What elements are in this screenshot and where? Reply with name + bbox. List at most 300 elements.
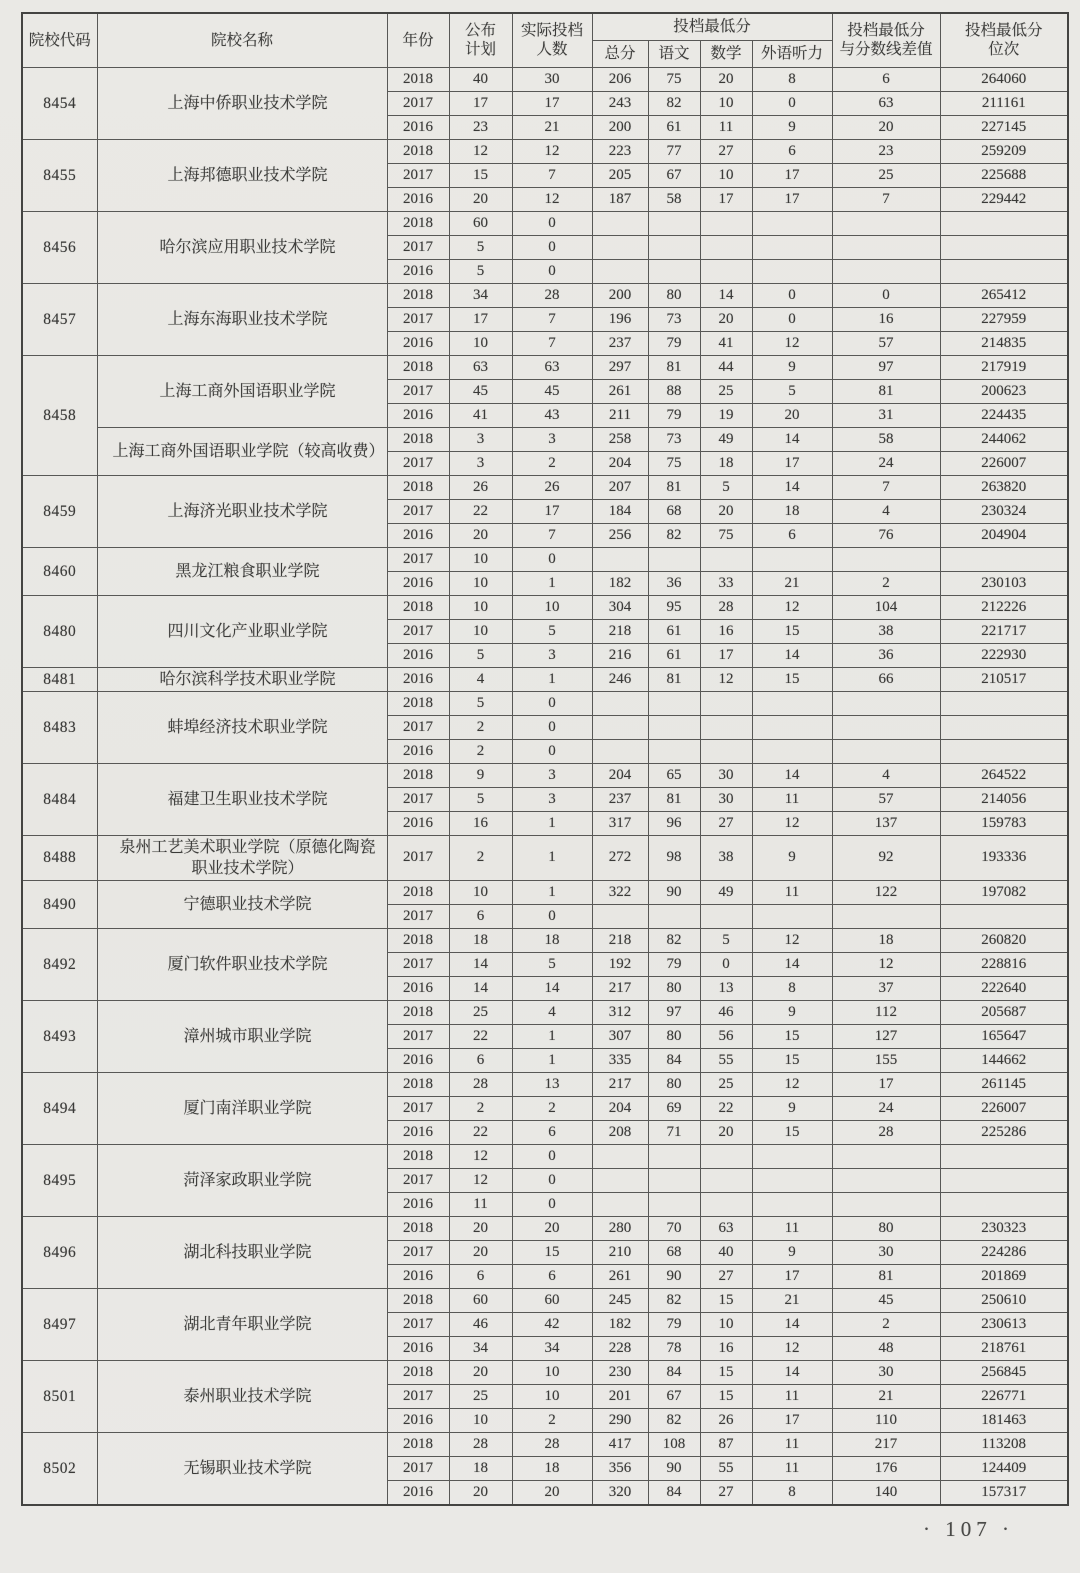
table-row [22,763,1068,787]
score-listening-cell: 11 [752,1384,832,1408]
rank-cell: 165647 [940,1024,1068,1048]
year-cell: 2017 [387,235,449,259]
rank-cell: 230324 [940,499,1068,523]
actual-cell: 20 [512,1216,592,1240]
rank-cell: 230613 [940,1312,1068,1336]
diff-cell: 21 [832,1384,940,1408]
actual-cell: 26 [512,475,592,499]
actual-cell: 0 [512,211,592,235]
rank-cell: 217919 [940,355,1068,379]
score-total-cell [592,211,648,235]
score-listening-cell: 15 [752,667,832,691]
actual-cell: 5 [512,619,592,643]
college-code-cell: 8481 [22,667,97,691]
rank-cell: 260820 [940,928,1068,952]
year-cell: 2017 [387,1240,449,1264]
year-cell: 2016 [387,259,449,283]
table-row [22,1432,1068,1456]
score-math-cell: 11 [700,115,752,139]
rank-cell: 200623 [940,379,1068,403]
year-cell: 2018 [387,1072,449,1096]
plan-cell: 5 [449,787,512,811]
plan-cell: 20 [449,523,512,547]
score-total-cell: 204 [592,451,648,475]
score-listening-cell: 18 [752,499,832,523]
plan-cell: 40 [449,67,512,91]
score-math-cell [700,1192,752,1216]
rank-cell: 230323 [940,1216,1068,1240]
rank-cell: 225286 [940,1120,1068,1144]
actual-cell: 0 [512,904,592,928]
header-score-total: 总分 [592,40,648,67]
score-math-cell [700,715,752,739]
diff-cell: 30 [832,1240,940,1264]
score-total-cell: 237 [592,787,648,811]
plan-cell: 26 [449,475,512,499]
score-math-cell: 5 [700,928,752,952]
college-name-cell: 漳州城市职业学院 [97,1000,387,1072]
plan-cell: 63 [449,355,512,379]
score-listening-cell: 12 [752,1336,832,1360]
table-row [22,547,1068,571]
score-listening-cell: 11 [752,1432,832,1456]
college-name-cell: 哈尔滨科学技术职业学院 [97,667,387,691]
score-total-cell: 335 [592,1048,648,1072]
rank-cell: 218761 [940,1336,1068,1360]
score-listening-cell: 14 [752,952,832,976]
diff-cell [832,547,940,571]
header-score-diff [832,13,940,67]
score-listening-cell: 9 [752,835,832,880]
year-cell: 2018 [387,928,449,952]
score-chinese-cell: 79 [648,331,700,355]
table-row [22,67,1068,91]
year-cell: 2018 [387,355,449,379]
score-math-cell: 0 [700,952,752,976]
actual-cell: 7 [512,163,592,187]
college-code-cell: 8480 [22,595,97,667]
rank-cell: 214056 [940,787,1068,811]
rank-cell [940,1144,1068,1168]
score-total-cell [592,715,648,739]
score-chinese-cell [648,715,700,739]
header-actual-filed-line1: 实际投档 [520,22,583,40]
score-listening-cell: 21 [752,571,832,595]
score-math-cell: 28 [700,595,752,619]
rank-cell [940,547,1068,571]
plan-cell: 6 [449,904,512,928]
score-math-cell: 27 [700,811,752,835]
score-math-cell: 15 [700,1288,752,1312]
college-code-cell: 8497 [22,1288,97,1360]
actual-cell: 4 [512,1000,592,1024]
actual-cell: 3 [512,427,592,451]
score-listening-cell: 9 [752,115,832,139]
score-total-cell: 216 [592,643,648,667]
year-cell: 2018 [387,1432,449,1456]
score-math-cell: 25 [700,379,752,403]
plan-cell: 10 [449,880,512,904]
diff-cell: 81 [832,379,940,403]
diff-cell: 76 [832,523,940,547]
score-listening-cell: 9 [752,1240,832,1264]
college-name-cell: 湖北科技职业学院 [97,1216,387,1288]
plan-cell: 10 [449,331,512,355]
score-listening-cell: 8 [752,67,832,91]
rank-cell: 225688 [940,163,1068,187]
score-math-cell: 10 [700,1312,752,1336]
diff-cell: 7 [832,475,940,499]
score-chinese-cell: 84 [648,1048,700,1072]
actual-cell: 0 [512,259,592,283]
plan-cell: 20 [449,1240,512,1264]
plan-cell: 4 [449,667,512,691]
header-college-code: 院校代码 [22,13,97,67]
score-chinese-cell: 69 [648,1096,700,1120]
diff-cell: 7 [832,187,940,211]
plan-cell: 11 [449,1192,512,1216]
rank-cell: 227959 [940,307,1068,331]
plan-cell: 22 [449,1024,512,1048]
actual-cell: 42 [512,1312,592,1336]
actual-cell: 15 [512,1240,592,1264]
table-row [22,475,1068,499]
rank-cell: 261145 [940,1072,1068,1096]
score-math-cell: 27 [700,1480,752,1505]
score-listening-cell: 21 [752,1288,832,1312]
college-name-cell: 厦门软件职业技术学院 [97,928,387,1000]
score-listening-cell: 17 [752,451,832,475]
score-listening-cell [752,1192,832,1216]
diff-cell: 104 [832,595,940,619]
plan-cell: 16 [449,811,512,835]
plan-cell: 2 [449,715,512,739]
score-math-cell: 13 [700,976,752,1000]
rank-cell: 197082 [940,880,1068,904]
actual-cell: 2 [512,1408,592,1432]
year-cell: 2018 [387,211,449,235]
score-chinese-cell: 81 [648,787,700,811]
score-chinese-cell: 61 [648,619,700,643]
score-total-cell: 218 [592,928,648,952]
table-row [22,139,1068,163]
diff-cell [832,259,940,283]
score-math-cell: 17 [700,187,752,211]
plan-cell: 5 [449,259,512,283]
score-math-cell [700,691,752,715]
actual-cell: 6 [512,1264,592,1288]
rank-cell: 265412 [940,283,1068,307]
actual-cell: 18 [512,1456,592,1480]
score-total-cell: 258 [592,427,648,451]
diff-cell: 155 [832,1048,940,1072]
table-row [22,1216,1068,1240]
diff-cell: 58 [832,427,940,451]
score-chinese-cell [648,1144,700,1168]
diff-cell [832,1168,940,1192]
score-chinese-cell: 79 [648,952,700,976]
college-name-cell: 哈尔滨应用职业技术学院 [97,211,387,283]
actual-cell: 45 [512,379,592,403]
plan-cell: 28 [449,1432,512,1456]
college-name-cell: 厦门南洋职业学院 [97,1072,387,1144]
score-chinese-cell: 68 [648,1240,700,1264]
college-code-cell: 8502 [22,1432,97,1505]
actual-cell: 43 [512,403,592,427]
college-name-cell: 蚌埠经济技术职业学院 [97,691,387,763]
diff-cell: 20 [832,115,940,139]
score-math-cell: 44 [700,355,752,379]
diff-cell: 137 [832,811,940,835]
rank-cell: 226007 [940,1096,1068,1120]
score-chinese-cell: 84 [648,1360,700,1384]
actual-cell: 1 [512,1048,592,1072]
score-math-cell: 20 [700,499,752,523]
header-min-score-rank-line1: 投档最低分 [965,22,1043,40]
score-math-cell: 55 [700,1456,752,1480]
year-cell: 2016 [387,1192,449,1216]
year-cell: 2018 [387,880,449,904]
score-chinese-cell: 68 [648,499,700,523]
score-listening-cell [752,904,832,928]
rank-cell: 212226 [940,595,1068,619]
plan-cell: 60 [449,211,512,235]
score-total-cell: 356 [592,1456,648,1480]
score-chinese-cell [648,904,700,928]
table-row [22,691,1068,715]
score-chinese-cell: 77 [648,139,700,163]
year-cell: 2016 [387,739,449,763]
score-chinese-cell: 80 [648,1072,700,1096]
actual-cell: 0 [512,547,592,571]
actual-cell: 1 [512,1024,592,1048]
score-chinese-cell: 97 [648,1000,700,1024]
score-total-cell: 228 [592,1336,648,1360]
college-name-cell: 上海工商外国语职业学院 [97,355,387,427]
rank-cell: 214835 [940,331,1068,355]
college-code-cell: 8496 [22,1216,97,1288]
rank-cell [940,235,1068,259]
plan-cell: 15 [449,163,512,187]
score-math-cell: 20 [700,67,752,91]
actual-cell: 0 [512,739,592,763]
diff-cell [832,235,940,259]
college-name-cell: 湖北青年职业学院 [97,1288,387,1360]
score-listening-cell [752,691,832,715]
actual-cell: 10 [512,1384,592,1408]
score-chinese-cell: 81 [648,667,700,691]
college-name-cell: 上海工商外国语职业学院（较高收费） [97,427,387,475]
table-body [22,67,1068,1505]
score-math-cell [700,259,752,283]
diff-cell: 24 [832,451,940,475]
diff-cell: 4 [832,499,940,523]
score-total-cell [592,1168,648,1192]
plan-cell: 20 [449,187,512,211]
score-total-cell [592,1192,648,1216]
rank-cell: 226007 [940,451,1068,475]
actual-cell: 1 [512,667,592,691]
rank-cell: 224435 [940,403,1068,427]
score-total-cell: 187 [592,187,648,211]
diff-cell: 92 [832,835,940,880]
plan-cell: 41 [449,403,512,427]
year-cell: 2017 [387,835,449,880]
plan-cell: 2 [449,1096,512,1120]
plan-cell: 10 [449,595,512,619]
header-published-plan-line1: 公布 [464,22,496,40]
diff-cell: 45 [832,1288,940,1312]
header-row-1 [22,13,1068,40]
year-cell: 2017 [387,904,449,928]
score-total-cell: 223 [592,139,648,163]
diff-cell [832,1144,940,1168]
score-math-cell: 40 [700,1240,752,1264]
score-total-cell: 261 [592,379,648,403]
plan-cell: 10 [449,571,512,595]
score-math-cell: 10 [700,91,752,115]
score-math-cell: 75 [700,523,752,547]
admission-score-table [21,12,1069,1506]
year-cell: 2018 [387,763,449,787]
actual-cell: 12 [512,139,592,163]
table-row [22,283,1068,307]
year-cell: 2017 [387,499,449,523]
actual-cell: 3 [512,643,592,667]
score-math-cell: 46 [700,1000,752,1024]
score-math-cell: 38 [700,835,752,880]
header-min-score-group: 投档最低分 [592,13,832,40]
diff-cell: 0 [832,283,940,307]
table-row [22,1288,1068,1312]
score-chinese-cell: 67 [648,163,700,187]
header-actual-filed [512,13,592,67]
year-cell: 2017 [387,1312,449,1336]
score-listening-cell: 17 [752,1408,832,1432]
score-total-cell [592,235,648,259]
diff-cell: 2 [832,1312,940,1336]
score-total-cell: 322 [592,880,648,904]
diff-cell: 4 [832,763,940,787]
score-total-cell: 417 [592,1432,648,1456]
score-chinese-cell: 84 [648,1480,700,1505]
actual-cell: 3 [512,763,592,787]
header-score-math: 数学 [700,40,752,67]
actual-cell: 1 [512,811,592,835]
score-total-cell: 201 [592,1384,648,1408]
college-name-cell: 宁德职业技术学院 [97,880,387,928]
score-total-cell: 272 [592,835,648,880]
college-code-cell: 8494 [22,1072,97,1144]
diff-cell: 25 [832,163,940,187]
score-listening-cell: 11 [752,787,832,811]
plan-cell: 12 [449,1168,512,1192]
score-chinese-cell [648,547,700,571]
score-total-cell: 280 [592,1216,648,1240]
score-listening-cell: 0 [752,307,832,331]
college-code-cell: 8493 [22,1000,97,1072]
score-chinese-cell: 80 [648,976,700,1000]
college-name-cell: 泉州工艺美术职业学院（原德化陶瓷职业技术学院） [97,835,387,880]
college-name-cell: 泰州职业技术学院 [97,1360,387,1432]
score-chinese-cell: 82 [648,928,700,952]
score-total-cell: 182 [592,1312,648,1336]
score-listening-cell [752,1144,832,1168]
plan-cell: 20 [449,1360,512,1384]
score-listening-cell [752,715,832,739]
header-published-plan [449,13,512,67]
score-listening-cell: 11 [752,1456,832,1480]
plan-cell: 6 [449,1264,512,1288]
year-cell: 2018 [387,139,449,163]
plan-cell: 10 [449,619,512,643]
actual-cell: 6 [512,1120,592,1144]
table-row [22,835,1068,880]
year-cell: 2017 [387,619,449,643]
year-cell: 2017 [387,1384,449,1408]
year-cell: 2018 [387,1216,449,1240]
score-chinese-cell: 82 [648,1288,700,1312]
score-listening-cell: 11 [752,1216,832,1240]
score-math-cell: 41 [700,331,752,355]
rank-cell: 264060 [940,67,1068,91]
rank-cell: 224286 [940,1240,1068,1264]
score-math-cell [700,1168,752,1192]
diff-cell: 17 [832,1072,940,1096]
header-score-diff-line2: 与分数线差值 [839,41,933,59]
score-total-cell: 246 [592,667,648,691]
college-code-cell: 8492 [22,928,97,1000]
plan-cell: 25 [449,1384,512,1408]
header-college-name: 院校名称 [97,13,387,67]
rank-cell [940,259,1068,283]
college-code-cell: 8483 [22,691,97,763]
score-chinese-cell [648,211,700,235]
score-total-cell: 204 [592,1096,648,1120]
score-chinese-cell: 81 [648,355,700,379]
score-math-cell: 87 [700,1432,752,1456]
plan-cell: 3 [449,451,512,475]
rank-cell: 144662 [940,1048,1068,1072]
score-chinese-cell: 90 [648,1456,700,1480]
plan-cell: 45 [449,379,512,403]
actual-cell: 17 [512,499,592,523]
score-math-cell [700,1144,752,1168]
score-math-cell: 49 [700,880,752,904]
college-name-cell: 上海中侨职业技术学院 [97,67,387,139]
plan-cell: 10 [449,1408,512,1432]
year-cell: 2016 [387,403,449,427]
year-cell: 2017 [387,91,449,115]
score-chinese-cell: 75 [648,451,700,475]
plan-cell: 2 [449,835,512,880]
rank-cell: 259209 [940,139,1068,163]
score-chinese-cell: 90 [648,880,700,904]
rank-cell: 221717 [940,619,1068,643]
rank-cell [940,1168,1068,1192]
year-cell: 2018 [387,67,449,91]
diff-cell [832,211,940,235]
plan-cell: 9 [449,763,512,787]
year-cell: 2017 [387,787,449,811]
score-total-cell: 184 [592,499,648,523]
year-cell: 2018 [387,1144,449,1168]
score-chinese-cell: 90 [648,1264,700,1288]
rank-cell: 222930 [940,643,1068,667]
score-listening-cell [752,1168,832,1192]
college-code-cell: 8457 [22,283,97,355]
score-total-cell: 312 [592,1000,648,1024]
